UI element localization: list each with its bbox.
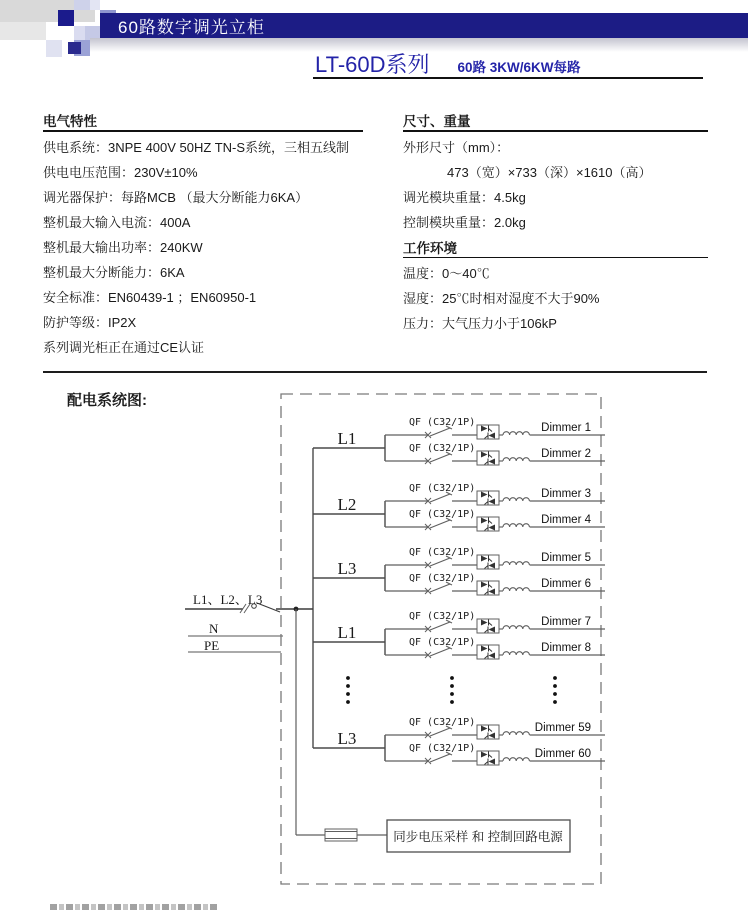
electrical-specs-section [43,110,363,360]
mosaic-square [68,42,81,54]
dimmer-circuit-row [385,611,605,633]
ellipsis-dots [346,676,557,704]
mosaic-square [90,0,100,10]
scr-block-symbol [477,725,499,739]
breaker-label: QF (C32/1P) [409,611,476,622]
spec-item-outline-size: 外形尺寸（mm）： [403,139,510,155]
choke-symbol [503,652,529,655]
dimmer-label: Dimmer 8 [541,642,591,654]
series-underline [313,77,703,79]
spec-item-dimmer-weight: 调光模块重量：4.5kg [403,189,526,205]
dimmer-circuit-row [385,573,605,595]
phase-group [313,547,605,595]
scr-block-symbol [477,491,499,505]
spec-item-pressure: 压力：大气压力小于106kP [403,316,557,331]
breaker-label: QF (C32/1P) [409,637,476,648]
page-title: 60路数字调光立柜 [118,18,265,37]
heading-rule [43,130,363,132]
choke-symbol [503,432,529,435]
phase-group [313,417,605,465]
phase-label: L1 [337,429,357,448]
mosaic-square [74,26,85,40]
scr-block-symbol [477,645,499,659]
breaker-label: QF (C32/1P) [409,443,476,454]
spec-item-temperature: 温度：0～40℃ [403,266,490,281]
spec-item-voltage-range: 供电电压范围：230V±10% [43,164,198,180]
spec-item-humidity: 湿度：25℃时相对湿度不大于90% [403,291,600,306]
control-box-label: 同步电压采样 和 控制回路电源 [393,830,563,844]
dimmer-circuit-row [385,483,605,505]
dimmer-circuit-row [385,509,605,531]
spec-item-safety-std: 安全标准：EN60439-1 ；EN60950-1 [43,289,257,305]
pe-label: PE [204,638,220,653]
dimmer-label: Dimmer 3 [541,488,591,500]
choke-symbol [503,758,529,761]
choke-symbol [503,524,529,527]
phase-label: L1 [337,623,357,642]
spec-item-ce-note: 系列调光柜正在通过CE认证 [43,339,205,355]
header-bar [100,13,748,38]
breaker-label: QF (C32/1P) [409,509,476,520]
dimmer-label: Dimmer 6 [541,578,591,590]
dimmer-label: Dimmer 1 [541,422,591,434]
breaker-label: QF (C32/1P) [409,573,476,584]
choke-symbol [503,626,529,629]
section-heading-electrical: 电气特性 [43,114,97,129]
scr-block-symbol [477,451,499,465]
dimmer-label: Dimmer 4 [541,514,591,526]
spec-item-power-system: 供电系统：3NPE 400V 50HZ TN-S系统，三相五线制 [43,139,350,155]
heading-rule [403,130,708,132]
dimmer-circuit-row [385,417,605,439]
phase-label: L3 [337,559,357,578]
spec-item-control-weight: 控制模块重量：2.0kg [403,214,526,230]
dimmer-circuit-row [385,443,605,465]
mosaic-square [46,40,62,57]
scr-block-symbol [477,619,499,633]
phase-group [313,483,605,531]
dimmer-circuit-row [385,637,605,659]
spec-item-max-current: 整机最大输入电流：400A [43,214,191,230]
spec-item-breaking-cap: 整机最大分断能力：6KA [43,264,185,280]
section-heading-environment: 工作环境 [403,240,457,256]
series-title: LT-60D系列 [315,52,430,77]
dimmer-label: Dimmer 60 [534,748,591,760]
dimmer-circuit-row [385,743,605,765]
diagram-section-title: 配电系统图: [67,392,147,409]
incoming-supply [185,592,313,653]
spec-item-max-power: 整机最大输出功率：240KW [43,239,203,255]
spec-item-ip-rating: 防护等级：IP2X [43,314,137,330]
spec-item-protection: 调光器保护：每路MCB （最大分断能力6KA） [43,189,309,205]
truncated-text-fragment [50,904,218,910]
scr-block-symbol [477,581,499,595]
heading-rule [403,257,708,259]
neutral-label: N [209,621,219,636]
mosaic-square [58,10,74,26]
dimmer-circuit-row [385,547,605,569]
choke-symbol [503,498,529,501]
breaker-label: QF (C32/1P) [409,717,476,728]
scr-block-symbol [477,425,499,439]
breaker-label: QF (C32/1P) [409,743,476,754]
section-heading-dimensions: 尺寸、重量 [403,114,471,129]
mosaic-square [0,22,46,40]
series-heading [315,48,715,79]
dimmer-label: Dimmer 59 [534,722,591,734]
choke-symbol [503,562,529,565]
breaker-label: QF (C32/1P) [409,547,476,558]
dimmer-circuit-row [385,717,605,739]
dimmer-label: Dimmer 2 [541,448,591,460]
phase-label: L2 [337,495,357,514]
scr-block-symbol [477,751,499,765]
mosaic-square [74,0,90,10]
phase-label: L3 [337,729,357,748]
fuse-symbol [325,829,357,841]
distribution-system-diagram [0,370,748,910]
choke-symbol [503,458,529,461]
scr-block-symbol [477,517,499,531]
phase-group [313,611,605,659]
dimensions-environment-section [403,110,708,336]
spec-item-size-value: 473（宽）×733（深）×1610（高） [447,164,652,180]
series-subtitle: 60路 3KW/6KW每路 [457,60,581,75]
breaker-label: QF (C32/1P) [409,417,476,428]
dimmer-label: Dimmer 7 [541,616,591,628]
phase-group [313,717,605,765]
incoming-phases-label: L1、L2、L3 [193,592,263,607]
dimmer-label: Dimmer 5 [541,552,591,564]
choke-symbol [503,732,529,735]
scr-block-symbol [477,555,499,569]
breaker-label: QF (C32/1P) [409,483,476,494]
choke-symbol [503,588,529,591]
